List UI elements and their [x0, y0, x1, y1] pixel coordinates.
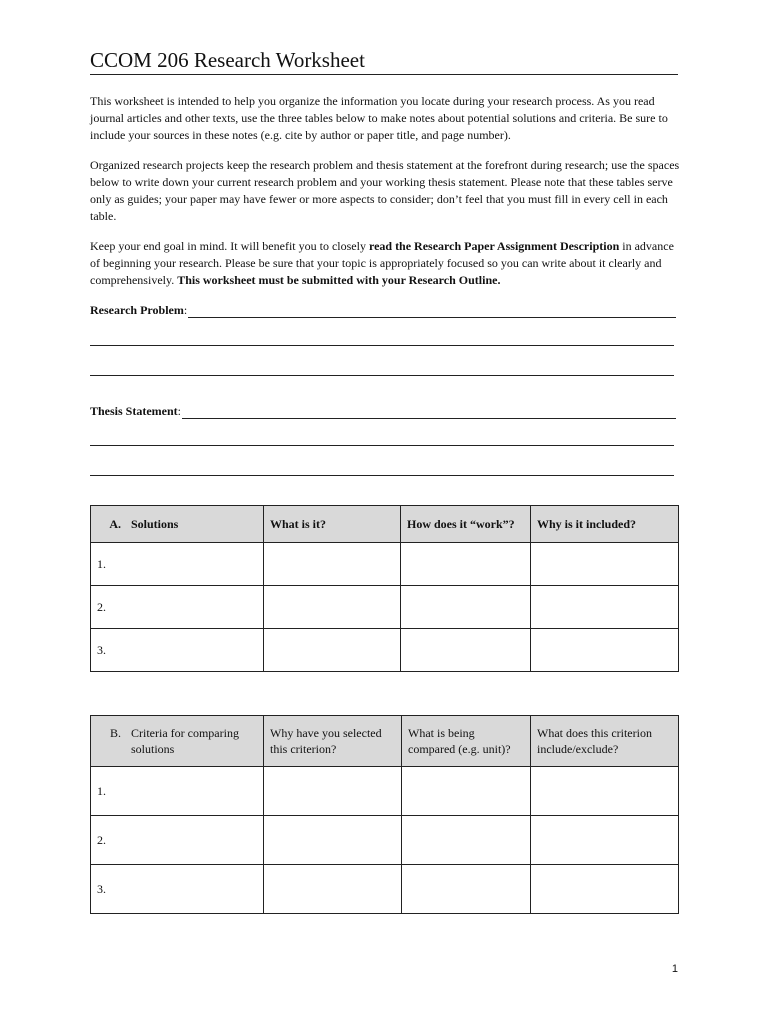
table-a-letter: A. [109, 517, 121, 531]
solutions-table [90, 505, 679, 672]
research-problem-field[interactable] [90, 302, 676, 318]
intro-paragraph-2: Organized research projects keep the research problem and thesis statement at the forefront during research; use the spaces below to write down your current research problem and your working thesis statement. Please note that these tables serve only as guides; your paper may have fewer or more aspects to consider; don’t feel that you must fill in every cell in each table. [90, 158, 680, 223]
table-b-header-why-selected: Why have you selected this criterion? [264, 716, 402, 767]
table-a-title: Solutions [131, 517, 179, 531]
table-cell[interactable] [402, 767, 531, 816]
table-b-row-number: 3. [91, 865, 264, 914]
table-cell[interactable] [402, 865, 531, 914]
table-row [91, 767, 679, 816]
table-a-header-why: Why is it included? [531, 506, 679, 543]
table-cell[interactable] [402, 816, 531, 865]
table-cell[interactable] [264, 586, 401, 629]
thesis-statement-line-2[interactable] [90, 445, 674, 446]
table-cell[interactable] [401, 586, 531, 629]
submission-requirement-emphasis: This worksheet must be submitted with your Research Outline. [177, 273, 501, 287]
thesis-statement-line-1[interactable] [182, 405, 676, 419]
table-b-header-what-compared: What is being compared (e.g. unit)? [402, 716, 531, 767]
table-a-row-number: 3. [91, 629, 264, 672]
table-cell[interactable] [264, 767, 402, 816]
table-row [91, 816, 679, 865]
research-problem-line-2[interactable] [90, 345, 674, 346]
intro-paragraph-3-text-a: Keep your end goal in mind. It will benefit you to closely [90, 239, 369, 253]
table-b-row-number: 2. [91, 816, 264, 865]
table-row [91, 543, 679, 586]
table-cell[interactable] [531, 816, 679, 865]
solutions-table-header-row [91, 506, 679, 543]
thesis-statement-field[interactable] [90, 403, 676, 419]
research-problem-colon: : [183, 303, 188, 317]
table-a-row-number: 1. [91, 543, 264, 586]
table-cell[interactable] [264, 865, 402, 914]
table-a-row-number: 2. [91, 586, 264, 629]
thesis-statement-colon: : [177, 404, 182, 418]
solutions-header-cell [91, 506, 264, 543]
table-a-header-how: How does it “work”? [401, 506, 531, 543]
table-a-header-what: What is it? [264, 506, 401, 543]
criteria-table-header-row [91, 716, 679, 767]
table-b-header-include-exclude: What does this criterion include/exclude? [531, 716, 679, 767]
table-row [91, 586, 679, 629]
research-problem-line-3[interactable] [90, 375, 674, 376]
table-row [91, 865, 679, 914]
table-cell[interactable] [264, 816, 402, 865]
page-title: CCOM 206 Research Worksheet [90, 47, 678, 75]
research-problem-line-1[interactable] [188, 304, 676, 318]
table-cell[interactable] [531, 586, 679, 629]
table-b-row-number: 1. [91, 767, 264, 816]
table-b-letter: B. [109, 726, 121, 740]
page-number: 1 [671, 963, 678, 975]
thesis-statement-line-3[interactable] [90, 475, 674, 476]
table-cell[interactable] [531, 767, 679, 816]
table-cell[interactable] [401, 543, 531, 586]
assignment-description-emphasis: read the Research Paper Assignment Description [368, 239, 620, 253]
table-cell[interactable] [264, 543, 401, 586]
criteria-header-cell [91, 716, 264, 767]
table-row [91, 629, 679, 672]
intro-paragraph-3-text-b: in advance of beginning your research. Please be sure that your topic is appropriately focused so you can write about it clearly and comprehensively. [90, 239, 674, 287]
table-cell[interactable] [531, 865, 679, 914]
table-b-title: Criteria for comparing solutions [131, 726, 239, 756]
table-cell[interactable] [531, 629, 679, 672]
table-cell[interactable] [531, 543, 679, 586]
table-cell[interactable] [264, 629, 401, 672]
intro-paragraph-3 [90, 238, 680, 289]
research-problem-label: Research Problem [90, 303, 184, 317]
table-cell[interactable] [401, 629, 531, 672]
intro-paragraph-1: This worksheet is intended to help you organize the information you locate during your research process. As you read journal articles and other texts, use the three tables below to make notes about potential solutions and criteria. Be sure to include your sources in these notes (e.g. cite by author or paper title, and page number). [90, 94, 668, 142]
thesis-statement-label: Thesis Statement [90, 404, 178, 418]
criteria-table [90, 715, 679, 914]
